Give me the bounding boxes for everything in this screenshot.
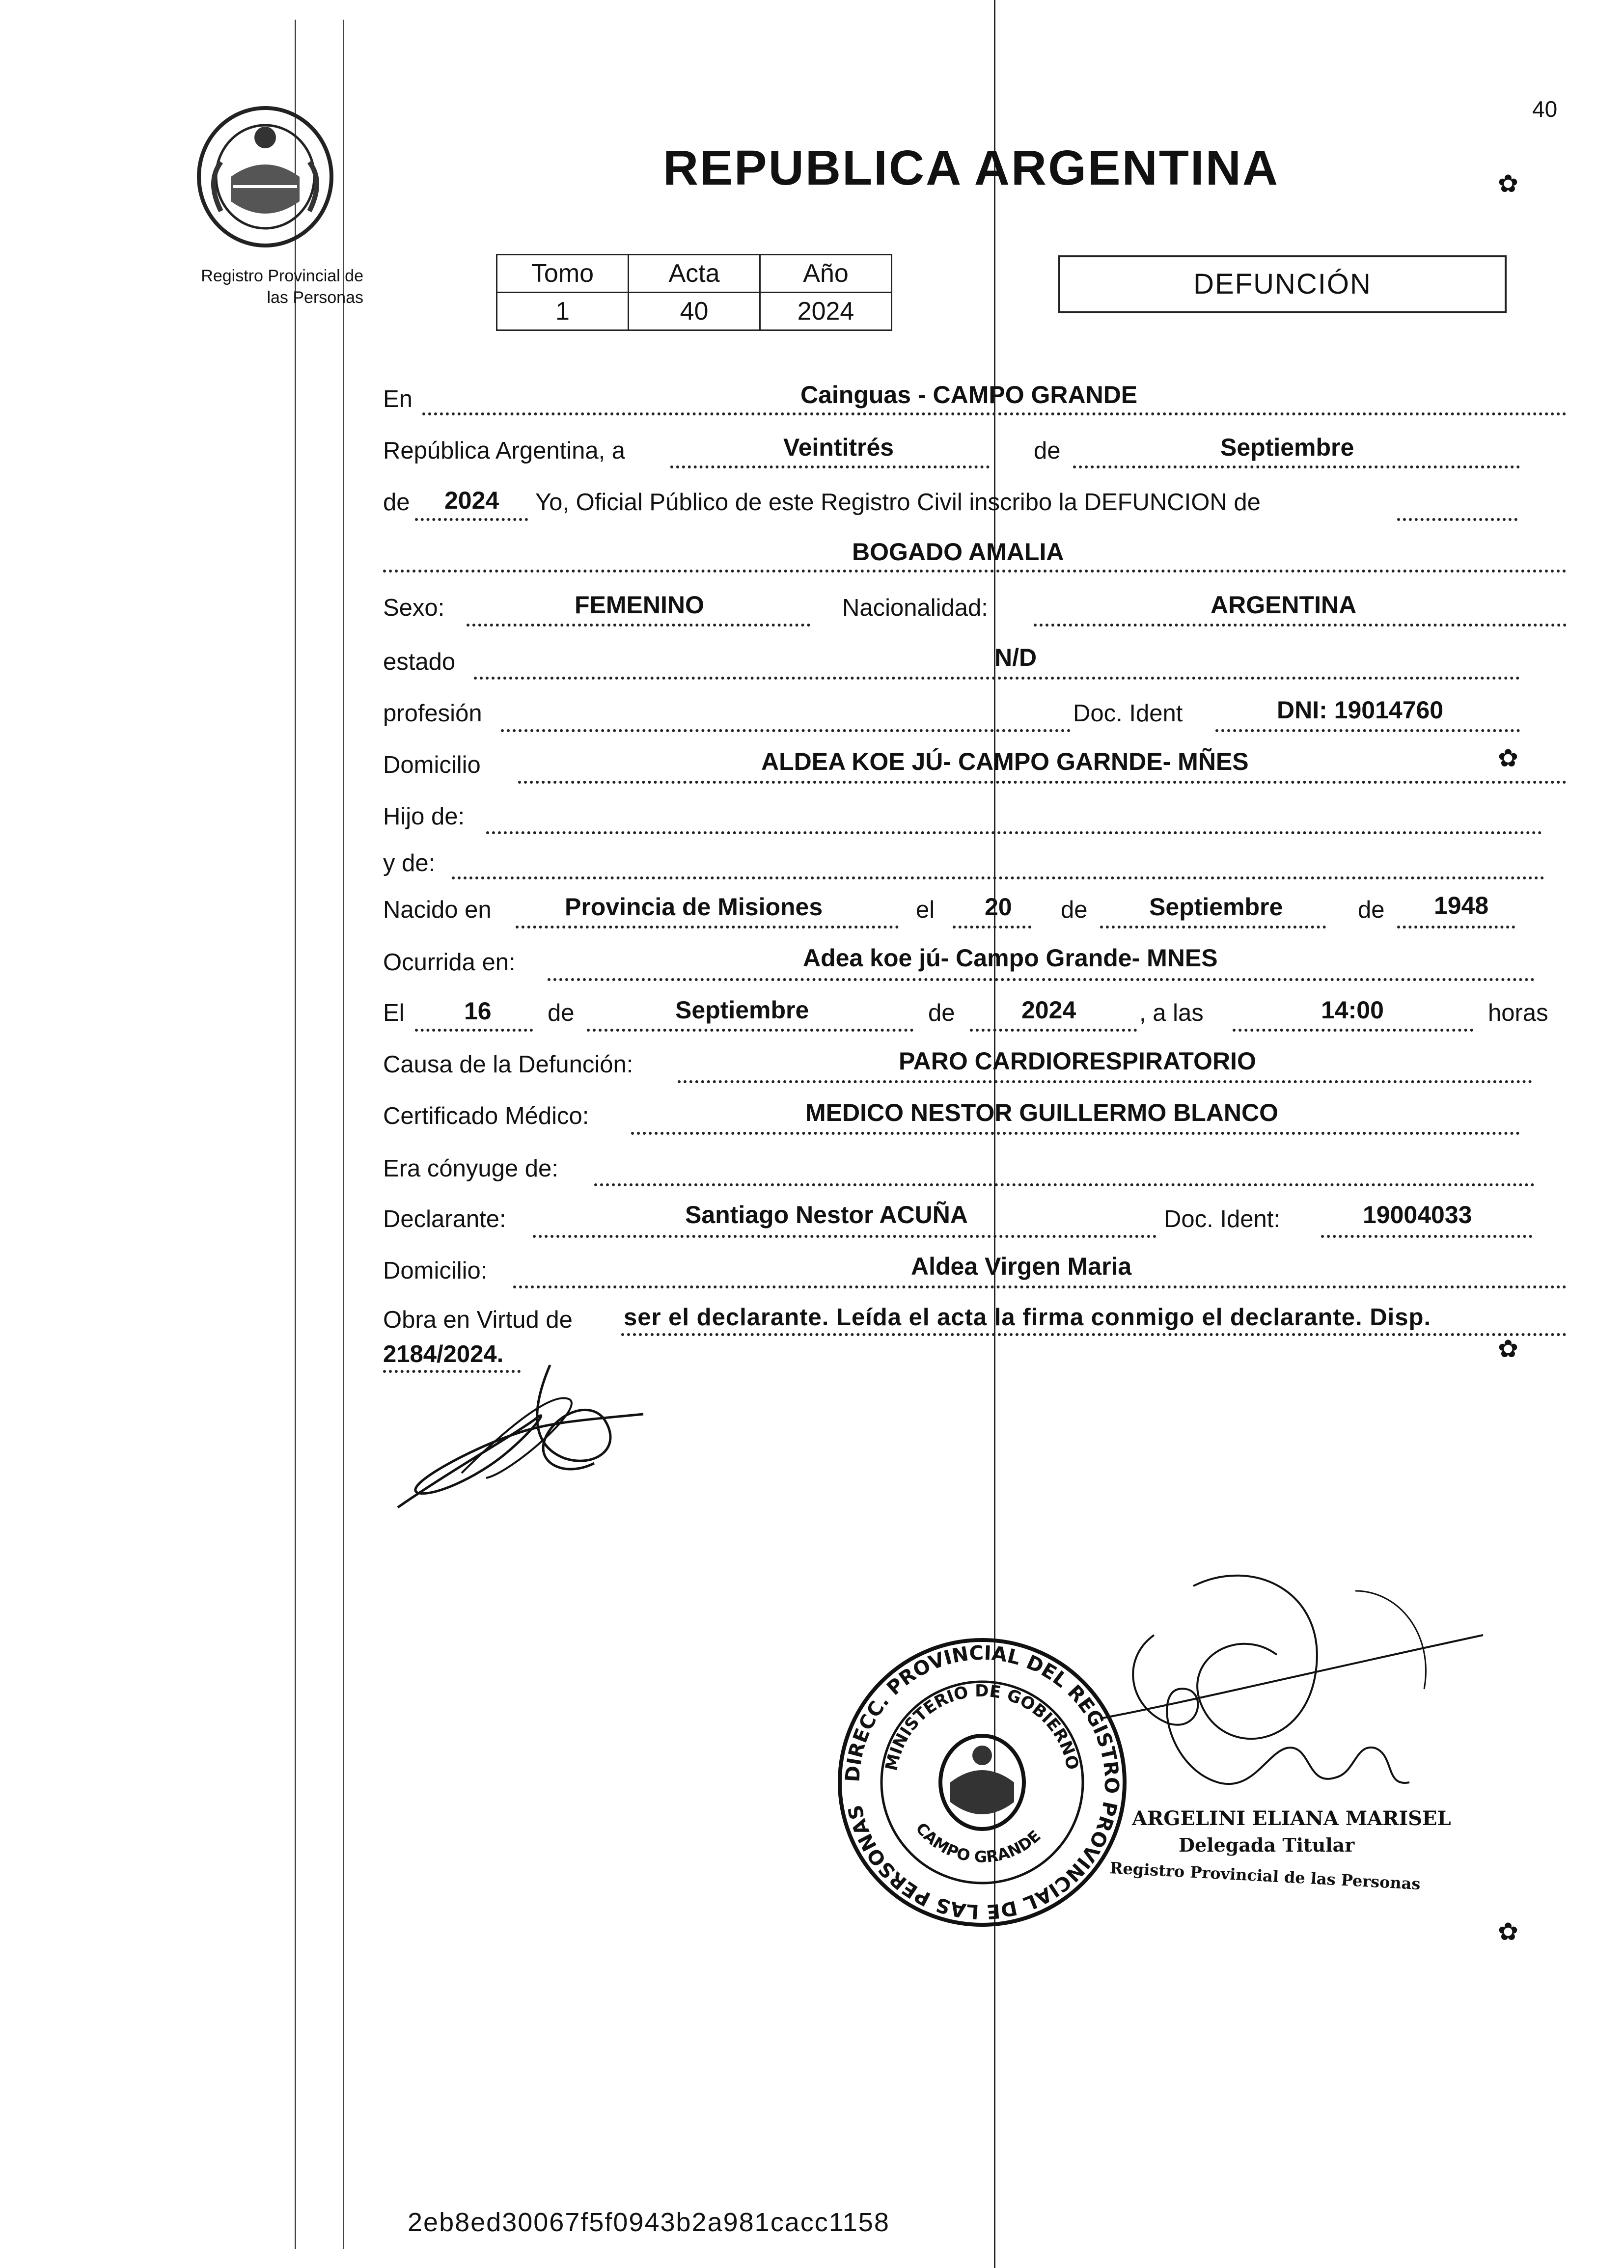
virtue-line-1 [621, 1333, 1567, 1336]
de-label-2: de [383, 489, 410, 516]
profession-line [501, 729, 1071, 732]
record-type-box: DEFUNCIÓN [1058, 255, 1507, 313]
born-place: Provincia de Misiones [565, 893, 823, 921]
place-value: Cainguas - CAMPO GRANDE [800, 381, 1138, 409]
reference-table [496, 254, 892, 331]
page-number: 40 [1532, 96, 1558, 122]
born-place-line [516, 926, 899, 929]
death-el-label: El [383, 1000, 405, 1026]
stamp-inner-text: MINISTERIO DE GOBIERNO [881, 1681, 1083, 1773]
estado-label: estado [383, 649, 456, 675]
born-de-label-2: de [1358, 897, 1385, 923]
sex-label: Sexo: [383, 595, 445, 621]
delegate-title: Delegada Titular [1179, 1834, 1355, 1856]
born-month-line [1100, 926, 1326, 929]
death-day: 16 [464, 997, 492, 1025]
de-label: de [1034, 437, 1061, 464]
place-line [422, 412, 1567, 415]
child-of-label: Hijo de: [383, 803, 465, 830]
occurred-label: Ocurrida en: [383, 949, 516, 976]
cause-value: PARO CARDIORESPIRATORIO [899, 1047, 1256, 1075]
declarant-domicile-value: Aldea Virgen Maria [911, 1253, 1132, 1280]
place-label: En [383, 386, 413, 412]
declarant-domicile-label: Domicilio: [383, 1257, 488, 1284]
scan-mark-icon: ✿ [1498, 1918, 1518, 1945]
month-value: Septiembre [1220, 434, 1354, 461]
at-label: , a las [1139, 1000, 1204, 1026]
declarant-label: Declarante: [383, 1206, 506, 1232]
child-of-line [486, 831, 1542, 834]
doc-line [1215, 729, 1520, 732]
spouse-label: Era cónyuge de: [383, 1155, 558, 1182]
scan-mark-icon: ✿ [1498, 170, 1518, 197]
name-line [383, 570, 1567, 573]
el-label: el [916, 897, 935, 923]
time-line [1233, 1029, 1473, 1032]
day-line [670, 465, 990, 468]
cert-label: Certificado Médico: [383, 1103, 589, 1129]
anio-value: 2024 [760, 293, 892, 330]
born-day: 20 [985, 893, 1012, 921]
sex-value: FEMENINO [575, 591, 704, 619]
registry-name [147, 265, 363, 308]
death-time: 14:00 [1321, 996, 1384, 1024]
born-month: Septiembre [1149, 893, 1283, 921]
cause-line [678, 1080, 1532, 1083]
reference-header-row [497, 255, 892, 293]
and-of-line [452, 876, 1544, 879]
cert-line [631, 1132, 1520, 1135]
country-label: República Argentina, a [383, 437, 626, 464]
born-year: 1948 [1434, 892, 1489, 919]
nationality-line [1034, 624, 1567, 627]
declarant-line [533, 1235, 1156, 1238]
and-of-label: y de: [383, 850, 436, 876]
tomo-header: Tomo [497, 255, 629, 293]
born-label: Nacido en [383, 897, 492, 923]
virtue-value-line-2: 2184/2024. [383, 1341, 504, 1367]
month-line [1073, 465, 1520, 468]
declarant-doc-label: Doc. Ident: [1164, 1206, 1280, 1232]
registry-line-1: Registro Provincial de [201, 267, 363, 285]
spouse-line [594, 1183, 1535, 1186]
profession-label: profesión [383, 700, 482, 727]
nationality-label: Nacionalidad: [842, 595, 988, 621]
declarant-value: Santiago Nestor ACUÑA [685, 1201, 968, 1229]
death-month: Septiembre [675, 996, 809, 1024]
document-hash: 2eb8ed30067f5f0943b2a981cacc1158 [408, 2208, 890, 2237]
declarant-doc-value: 19004033 [1363, 1201, 1472, 1229]
domicile-label: Domicilio [383, 752, 481, 778]
acta-value: 40 [629, 293, 760, 330]
death-month-line [587, 1029, 913, 1032]
deceased-name: BOGADO AMALIA [852, 538, 1064, 566]
scan-mark-icon: ✿ [1498, 1335, 1518, 1363]
nationality-value: ARGENTINA [1211, 591, 1357, 619]
registry-line-2: las Personas [267, 288, 363, 307]
declarant-domicile-line [513, 1285, 1567, 1288]
cert-value: MEDICO NESTOR GUILLERMO BLANCO [805, 1099, 1278, 1126]
born-year-line [1397, 926, 1515, 929]
margin-line-right [343, 20, 344, 2249]
born-day-line [953, 926, 1031, 929]
margin-line-left [295, 20, 296, 2249]
year-line [415, 518, 528, 521]
declarant-signature [388, 1360, 663, 1517]
domicile-line [518, 781, 1567, 784]
tomo-value: 1 [497, 293, 629, 330]
occurred-line [548, 978, 1535, 981]
document-title: REPUBLICA ARGENTINA [663, 140, 1280, 195]
delegate-registry: Registro Provincial de las Personas [1109, 1858, 1421, 1894]
domicile-value: ALDEA KOE JÚ- CAMPO GARNDE- MÑES [761, 748, 1249, 775]
acta-header: Acta [629, 255, 760, 293]
occurred-value: Adea koe jú- Campo Grande- MNES [803, 944, 1218, 972]
death-de-label-2: de [928, 1000, 955, 1026]
svg-text:CAMPO GRANDE [912, 1819, 1044, 1866]
doc-label: Doc. Ident [1073, 700, 1183, 727]
reference-value-row [497, 293, 892, 330]
anio-header: Año [760, 255, 892, 293]
born-de-label-1: de [1061, 897, 1088, 923]
death-day-line [415, 1029, 533, 1032]
year-value: 2024 [444, 487, 499, 514]
day-value: Veintitrés [783, 434, 894, 461]
scan-mark-icon: ✿ [1498, 744, 1518, 772]
intro-text: Yo, Oficial Público de este Registro Civil inscribo la DEFUNCION de [535, 489, 1261, 516]
estado-value: N/D [994, 644, 1037, 671]
delegate-name: ARGELINI ELIANA MARISEL [1132, 1807, 1451, 1830]
virtue-value-line-1: ser el declarante. Leída el acta la firma conmigo el declarante. Disp. [624, 1304, 1431, 1331]
stamp-outer-text: DIRECC. PROVINCIAL DEL REGISTRO PROVINCIAL DE LAS PERSONAS [841, 1641, 1123, 1923]
sex-line [467, 624, 810, 627]
death-year: 2024 [1021, 996, 1076, 1024]
province-seal-icon [187, 103, 344, 250]
cause-label: Causa de la Defunción: [383, 1051, 633, 1078]
death-de-label-1: de [548, 1000, 575, 1026]
death-year-line [970, 1029, 1137, 1032]
intro-line [1397, 518, 1517, 521]
virtue-label: Obra en Virtud de [383, 1307, 573, 1333]
doc-value: DNI: 19014760 [1277, 696, 1444, 724]
stamp-bottom-text: CAMPO GRANDE [912, 1819, 1045, 1866]
declarant-doc-line [1321, 1235, 1532, 1238]
estado-line [474, 677, 1520, 680]
hours-label: horas [1488, 1000, 1548, 1026]
